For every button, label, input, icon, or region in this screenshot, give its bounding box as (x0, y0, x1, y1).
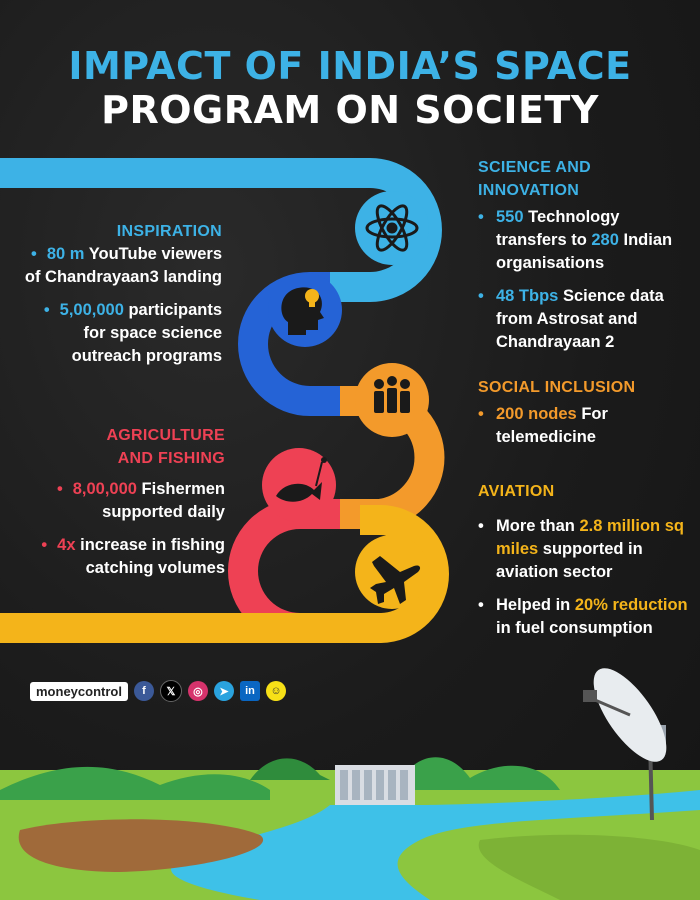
agriculture-section (20, 424, 225, 590)
moneycontrol-logo[interactable]: moneycontrol (30, 682, 128, 701)
agriculture-value-2: 4x (57, 536, 76, 554)
red-band (243, 514, 350, 628)
inspiration-item-1 (20, 243, 222, 289)
aviation-section (478, 480, 693, 650)
social-value-1: 200 nodes (496, 405, 577, 423)
x-icon[interactable]: 𝕏 (160, 680, 182, 702)
agriculture-value-1: 8,00,000 (72, 480, 137, 498)
aviation-value-2: 20% reduction (574, 596, 688, 614)
bullet-icon: • (478, 405, 484, 423)
facebook-icon[interactable]: f (134, 681, 154, 701)
aviation-pre-1: More than (496, 517, 575, 535)
bullet-icon: • (41, 536, 48, 554)
aviation-item-1 (478, 515, 693, 584)
social-section (478, 376, 693, 459)
inspiration-value-1: 80 m (46, 245, 85, 263)
inspiration-text-2: participants for space science outreach programs (71, 301, 222, 365)
aviation-pre-2: Helped in (496, 596, 571, 614)
bullet-icon: • (43, 301, 50, 319)
social-heading: SOCIAL INCLUSION (478, 379, 636, 396)
aviation-heading: AVIATION (478, 483, 555, 500)
science-value-1: 550 (496, 208, 524, 226)
science-value-2: 280 (591, 231, 619, 249)
inspiration-item-2 (20, 299, 222, 368)
agriculture-text-2: increase in fishing catching volumes (80, 536, 225, 577)
linkedin-icon[interactable]: in (240, 681, 260, 701)
science-item-2 (478, 285, 693, 354)
science-text-2: Indian organisations (496, 231, 673, 272)
science-heading: SCIENCE AND INNOVATION (478, 159, 591, 199)
inspiration-text-1: YouTube viewers of Chandrayaan3 landing (24, 245, 222, 286)
landscape-illustration (0, 757, 700, 900)
aviation-text-2: in fuel consumption (496, 619, 653, 637)
aviation-item-2 (478, 594, 693, 640)
telegram-icon[interactable]: ➤ (214, 681, 234, 701)
bullet-icon: • (56, 480, 63, 498)
inspiration-heading: INSPIRATION (116, 223, 222, 240)
inspiration-section (20, 220, 222, 378)
title-line-1: IMPACT OF INDIA’S SPACE (68, 44, 632, 88)
bullet-icon: • (478, 287, 484, 305)
aviation-value-1: 2.8 million sq miles (496, 517, 684, 558)
agriculture-text-1: Fishermen supported daily (102, 480, 225, 521)
bullet-icon: • (478, 596, 484, 614)
science-section (478, 156, 693, 364)
inspiration-value-2: 5,00,000 (59, 301, 124, 319)
people-icon (374, 376, 410, 413)
social-text-1: For telemedicine (496, 405, 608, 446)
snapchat-icon[interactable]: ☺ (266, 681, 286, 701)
science-value-3: 48 Tbps (496, 287, 559, 305)
branding-row (30, 680, 286, 702)
agriculture-heading-1: AGRICULTURE (106, 427, 225, 444)
agriculture-item-2 (20, 534, 225, 580)
instagram-icon[interactable]: ◎ (188, 681, 208, 701)
aviation-text-1: supported in aviation sector (496, 540, 643, 581)
bullet-icon: • (478, 208, 484, 226)
science-item-1 (478, 206, 693, 275)
agriculture-heading-2: AND FISHING (117, 450, 225, 467)
bullet-icon: • (478, 517, 484, 535)
social-item-1 (478, 403, 693, 449)
bullet-icon: • (31, 245, 37, 263)
science-text-1: Technology transfers to (496, 208, 620, 249)
title-line-2: PROGRAM ON SOCIETY (101, 88, 599, 132)
agriculture-item-1 (20, 478, 225, 524)
science-text-3: Science data from Astrosat and Chandrayaan 2 (496, 287, 664, 351)
